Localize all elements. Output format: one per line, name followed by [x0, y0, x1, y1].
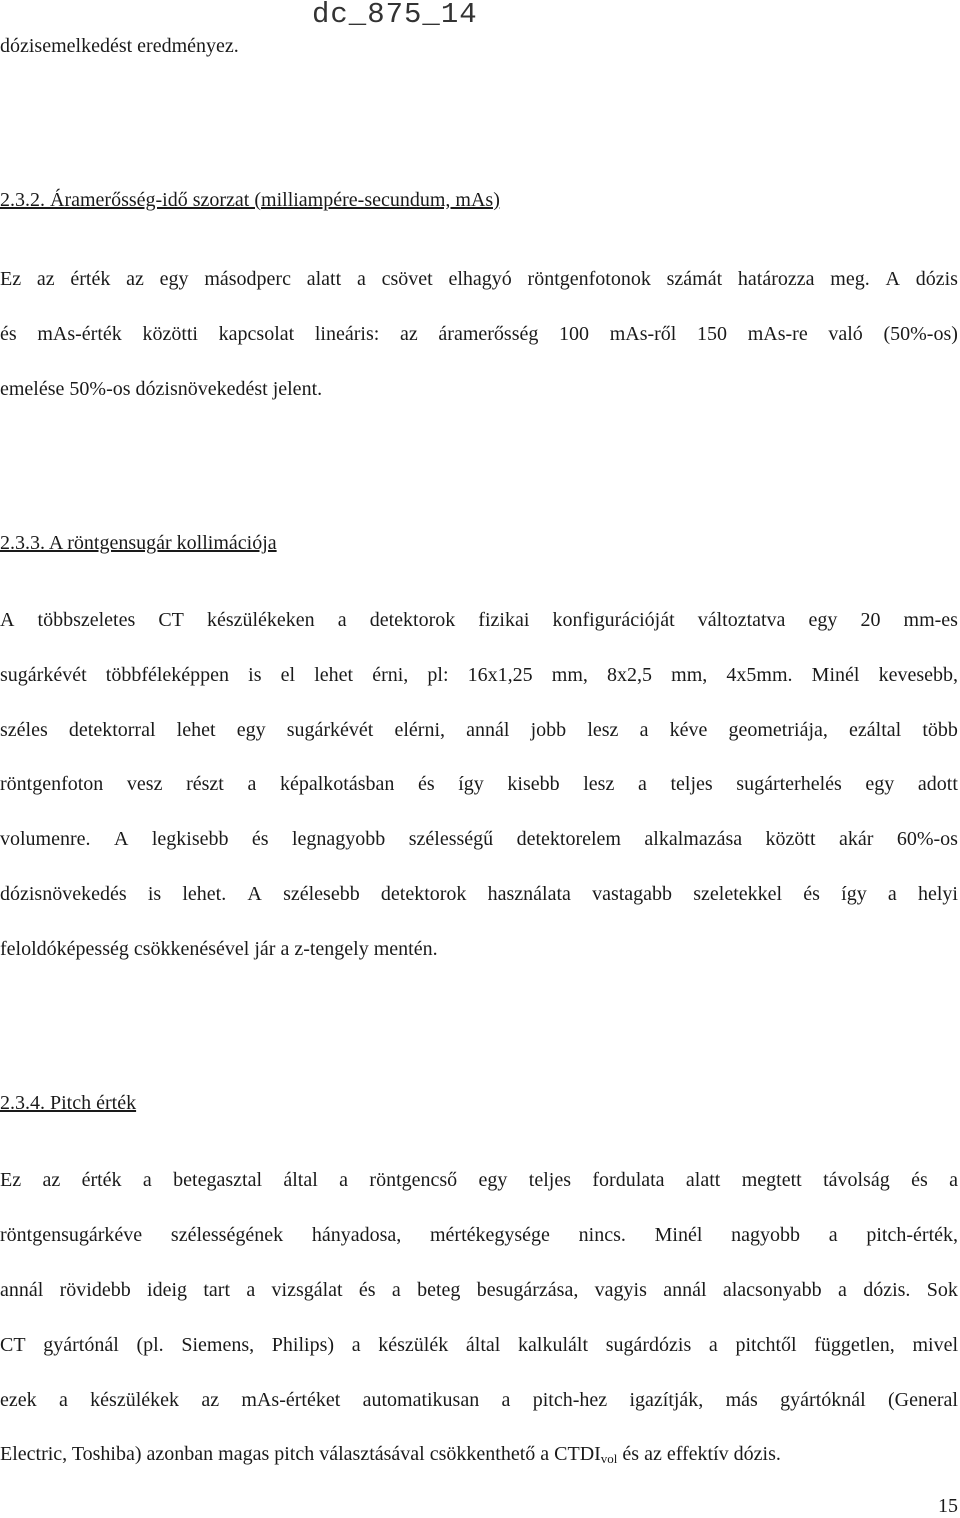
- intro-fragment: dózisemelkedést eredményez.: [0, 35, 239, 57]
- paragraph-line: feloldóképesség csökkenésével jár a z-tengely mentén.: [0, 938, 438, 960]
- section-heading-2-3-2: 2.3.2. Áramerősség-idő szorzat (milliampére-secundum, mAs): [0, 189, 500, 211]
- section-heading-2-3-3: 2.3.3. A röntgensugár kollimációja: [0, 532, 277, 554]
- paragraph-line: emelése 50%-os dózisnövekedést jelent.: [0, 378, 323, 400]
- paragraph-line: ezek a készülékek az mAs-értéket automatikusan a pitch-hez igazítják, más gyártóknál (General: [0, 1389, 958, 1411]
- paragraph-line: annál rövidebb ideig tart a vizsgálat és a beteg besugárzása, vagyis annál alacsonyabb a dózis. Sok: [0, 1279, 958, 1301]
- paragraph-line: Ez az érték az egy másodperc alatt a csövet elhagyó röntgenfotonok számát határozza meg. A dózis: [0, 268, 958, 290]
- paragraph-line-with-subscript: [0, 1442, 958, 1466]
- paragraph-line: röntgenfoton vesz részt a képalkotásban és így kisebb lesz a teljes sugárterhelés egy adott: [0, 773, 958, 795]
- document-id-header: dc_875_14: [312, 0, 478, 31]
- paragraph-line: CT gyártónál (pl. Siemens, Philips) a készülék által kalkulált sugárdózis a pitchtől független, mivel: [0, 1334, 958, 1356]
- paragraph-line: és mAs-érték közötti kapcsolat lineáris: az áramerősség 100 mAs-ről 150 mAs-re való (50%-os): [0, 323, 958, 345]
- paragraph-line: dózisnövekedés is lehet. A szélesebb detektorok használata vastagabb szeletekkel és így a helyi: [0, 883, 958, 905]
- paragraph-line: A többszeletes CT készülékeken a detektorok fizikai konfigurációját változtatva egy 20 mm-es: [0, 609, 958, 631]
- paragraph-line: sugárkévét többféleképpen is el lehet érni, pl: 16x1,25 mm, 8x2,5 mm, 4x5mm. Minél kevesebb,: [0, 664, 958, 686]
- paragraph-line: széles detektorral lehet egy sugárkévét elérni, annál jobb lesz a kéve geometriája, ezáltal több: [0, 719, 958, 741]
- paragraph-line: röntgensugárkéve szélességének hányadosa, mértékegysége nincs. Minél nagyobb a pitch-érték,: [0, 1224, 958, 1246]
- paragraph-line: Ez az érték a betegasztal által a röntgencső egy teljes fordulata alatt megtett távolság és a: [0, 1169, 958, 1191]
- ctdi-subscript: vol: [600, 1451, 618, 1466]
- page-number: 15: [938, 1495, 958, 1517]
- text-after-subscript: és az effektív dózis.: [617, 1443, 781, 1465]
- text-before-subscript: Electric, Toshiba) azonban magas pitch választásával csökkenthető a CTDI: [0, 1443, 601, 1465]
- section-heading-2-3-4: 2.3.4. Pitch érték: [0, 1092, 137, 1114]
- paragraph-line: volumenre. A legkisebb és legnagyobb szélességű detektorelem alkalmazása között akár 60%-os: [0, 828, 958, 850]
